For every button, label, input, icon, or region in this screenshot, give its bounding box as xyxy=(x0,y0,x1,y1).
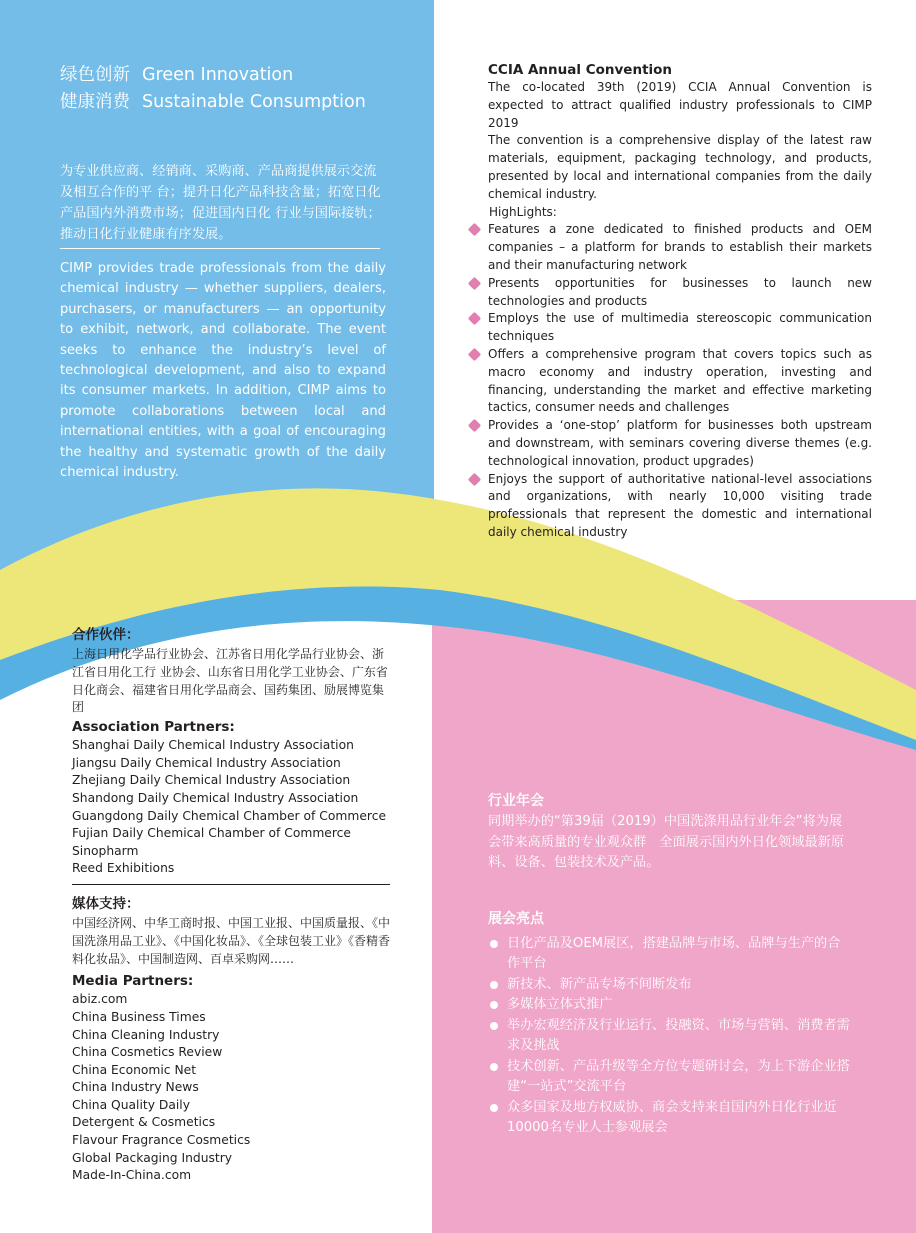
highlight-text: Presents opportunities for businesses to launch new technologies and products xyxy=(488,275,872,308)
media-item: Flavour Fragrance Cosmetics xyxy=(72,1133,251,1148)
highlights-cn-list xyxy=(488,934,850,1139)
media-list-cn: 中国经济网、中华工商时报、中国工业报、中国质量报、《中国洗涤用品工业》、《中国化妆品》、《全球包装工业》《香精香料化妆品》、中国制造网、百卓采购网…… xyxy=(72,915,391,966)
media-item: China Business Times xyxy=(72,1009,206,1024)
highlight-item xyxy=(488,417,872,470)
slogan-block xyxy=(60,62,420,116)
annual-heading: 行业年会 xyxy=(488,793,544,809)
partner-item: Zhejiang Daily Chemical Industry Association xyxy=(72,773,351,788)
slogan-line-2-en: Sustainable Consumption xyxy=(142,92,366,112)
highlight-text: Offers a comprehensive program that covers topics such as macro economy and industry operation, investing and financing, understanding the market and effective marketing tactics, consumer needs and challenges xyxy=(488,346,872,415)
media-item: China Cosmetics Review xyxy=(72,1045,223,1060)
highlight-item xyxy=(488,471,872,542)
partners-list-en xyxy=(72,737,392,878)
highlight-item xyxy=(488,310,872,346)
highlight-cn-item: 众多国家及地方权威协、商会支持来自国内外日化行业近10000名专业人士参观展会 xyxy=(488,1098,850,1139)
media-item: Global Packaging Industry xyxy=(72,1150,233,1165)
partner-item: Reed Exhibitions xyxy=(72,861,175,876)
slogan-line-1-en: Green Innovation xyxy=(142,65,294,85)
partner-item: Guangdong Daily Chemical Chamber of Commerce xyxy=(72,808,387,823)
partners-divider xyxy=(72,884,390,885)
media-item: China Quality Daily xyxy=(72,1097,190,1112)
media-item: Made-In-China.com xyxy=(72,1168,192,1183)
partner-item: Sinopharm xyxy=(72,843,139,858)
media-item: China Economic Net xyxy=(72,1062,197,1077)
partner-item: Shandong Daily Chemical Industry Association xyxy=(72,790,359,805)
media-heading-en: Media Partners: xyxy=(72,973,194,990)
highlight-item xyxy=(488,346,872,417)
highlight-cn-item: 日化产品及OEM展区，搭建品牌与市场、品牌与生产的合作平台 xyxy=(488,934,850,975)
partner-item: Shanghai Daily Chemical Industry Association xyxy=(72,738,354,753)
highlight-cn-item: 技术创新、产品升级等全方位专题研讨会，为上下游企业搭建“一站式”交流平台 xyxy=(488,1057,850,1098)
convention-title: CCIA Annual Convention xyxy=(488,62,673,78)
highlight-cn-item: 新技术、新产品专场不间断发布 xyxy=(488,975,850,996)
intro-english: CIMP provides trade professionals from the daily chemical industry — whether suppliers, dealers, purchasers, or manufacturers — an opportunity to exhibit, network, and collaborate. The event seeks to enhance the industry’s level of technological development, and also to expand its consumer markets. In addition, CIMP aims to promote collaborations between local and international entities, with a goal of encouraging the healthy and systematic growth of the daily chemical industry. xyxy=(60,261,386,481)
partners-heading-cn: 合作伙伴： xyxy=(72,627,140,643)
highlight-item xyxy=(488,221,872,274)
pink-panel-content xyxy=(488,790,850,1139)
highlights-label: HighLights: xyxy=(489,204,557,219)
highlights-cn-heading: 展会亮点 xyxy=(488,910,544,927)
convention-para-2: The convention is a comprehensive display of the latest raw materials, equipment, packaging technology, and products, presented by local and international companies from the daily chemical industry. xyxy=(488,133,872,201)
media-item: Detergent & Cosmetics xyxy=(72,1115,216,1130)
intro-divider xyxy=(60,248,380,249)
highlight-item xyxy=(488,275,872,311)
slogan-line-2-cn: 健康消费 xyxy=(60,92,130,112)
partners-section xyxy=(72,626,392,1185)
partner-item: Fujian Daily Chemical Chamber of Commerce xyxy=(72,826,351,841)
media-item: China Cleaning Industry xyxy=(72,1027,220,1042)
slogan-line-1-cn: 绿色创新 xyxy=(60,65,130,85)
highlight-text: Provides a ‘one-stop’ platform for businesses both upstream and downstream, with seminars covering diverse themes (e.g. technological innovation, product upgrades) xyxy=(488,418,872,468)
annual-text: 同期举办的“第39届（2019）中国洗涤用品行业年会”将为展会带来高质量的专业观众群 全面展示国内外日化领域最新原料、设备、包装技术及产品。 xyxy=(488,814,845,870)
highlight-text: Employs the use of multimedia stereoscopic communication techniques xyxy=(488,311,872,344)
slogan-line-1 xyxy=(60,62,420,89)
media-item: abiz.com xyxy=(72,992,128,1007)
highlight-cn-item: 举办宏观经济及行业运行、投融资、市场与营销、消费者需求及挑战 xyxy=(488,1016,850,1057)
convention-section xyxy=(488,61,872,542)
highlight-cn-item: 多媒体立体式推广 xyxy=(488,995,850,1016)
convention-para-1: The co-located 39th (2019) CCIA Annual Convention is expected to attract qualified industry professionals to CIMP 2019 xyxy=(488,80,872,130)
media-item: China Industry News xyxy=(72,1080,199,1095)
intro-chinese: 为专业供应商、经销商、采购商、产品商提供展示交流及相互合作的平 台；提升日化产品科技含量；拓宽日化产品国内外消费市场；促进国内日化 行业与国际接轨；推动日化行业健康有序发展。 xyxy=(60,164,381,242)
highlights-list xyxy=(488,221,872,541)
partners-heading-en: Association Partners: xyxy=(72,719,235,736)
highlight-text: Features a zone dedicated to finished products and OEM companies – a platform for brands to establish their markets and their manufacturing network xyxy=(488,222,872,272)
slogan-line-2 xyxy=(60,89,420,116)
partner-item: Jiangsu Daily Chemical Industry Association xyxy=(72,755,341,770)
spacer xyxy=(488,874,850,908)
media-list-en xyxy=(72,991,392,1185)
media-heading-cn: 媒体支持： xyxy=(72,895,140,912)
partners-list-cn: 上海日用化学品行业协会、江苏省日用化学品行业协会、浙江省日用化工行 业协会、山东省日用化学工业协会、广东省日化商会、福建省日用化学品商会、国药集团、励展博览集团 xyxy=(72,647,388,715)
highlight-text: Enjoys the support of authoritative national-level associations and organizations, with nearly 10,000 visiting trade professionals that represent the domestic and international daily chemical industry xyxy=(488,471,872,539)
